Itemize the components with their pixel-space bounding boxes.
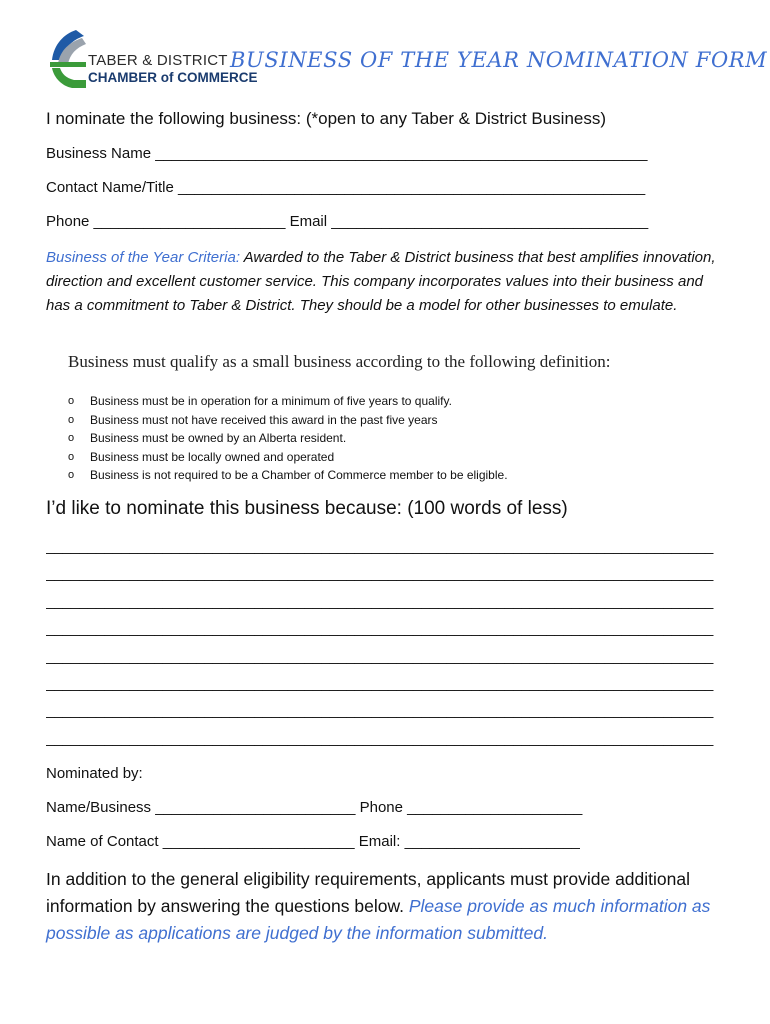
phone-email-field[interactable]: Phone _______________________ Email ______________________________________ <box>46 213 649 230</box>
reason-question: I’d like to nominate this business because: (100 words of less) <box>46 498 568 519</box>
answer-line[interactable]: ________________________________________________________________________________ <box>46 647 714 665</box>
answer-line[interactable]: ________________________________________________________________________________ <box>46 729 714 747</box>
requirements-list <box>68 392 508 485</box>
bullet-icon: o <box>68 450 75 463</box>
list-item: o Business must be owned by an Alberta resident. <box>68 431 347 446</box>
bullet-icon: o <box>68 395 75 408</box>
reason-answer-lines[interactable] <box>46 538 718 757</box>
qualification-heading: Business must qualify as a small business according to the following definition: <box>68 352 611 371</box>
answer-line[interactable]: ________________________________________________________________________________ <box>46 702 714 720</box>
answer-line[interactable]: ________________________________________________________________________________ <box>46 674 714 692</box>
org-name-line2: CHAMBER of COMMERCE <box>88 70 258 85</box>
nominated-by-heading: Nominated by: <box>46 765 143 782</box>
criteria-paragraph <box>46 246 726 318</box>
list-item: o Business must not have received this award in the past five years <box>68 412 438 427</box>
list-item: o Business is not required to be a Chamber of Commerce member to be eligible. <box>68 468 508 483</box>
closing-text: In addition to the general eligibility requirements, applicants must provide additional information by answering the questions below. <box>46 869 690 916</box>
closing-emphasis: Please provide as much information as possible as applications are judged by the information submitted. <box>46 896 711 943</box>
org-name-line1: TABER & DISTRICT <box>88 52 228 69</box>
bullet-icon: o <box>68 432 75 445</box>
answer-line[interactable]: ________________________________________________________________________________ <box>46 620 714 638</box>
list-item: o Business must be locally owned and operated <box>68 449 335 464</box>
answer-line[interactable]: ________________________________________________________________________________ <box>46 565 714 583</box>
business-name-field[interactable]: Business Name ___________________________________________________________ <box>46 145 648 162</box>
criteria-text: Awarded to the Taber & District business that best amplifies innovation, direction and excellent customer service. This company incorporates values into their business and has a commitment to Taber & District. They should be a model for other businesses to emulate. <box>46 249 716 314</box>
form-title: BUSINESS OF THE YEAR NOMINATION FORM <box>230 48 768 72</box>
bullet-icon: o <box>68 413 75 426</box>
nominee-intro: I nominate the following business: (*open to any Taber & District Business) <box>46 109 607 128</box>
criteria-label: Business of the Year Criteria: <box>46 249 240 266</box>
closing-paragraph <box>46 866 736 947</box>
contact-name-field[interactable]: Contact Name/Title ________________________________________________________ <box>46 179 646 196</box>
list-item: o Business must be in operation for a minimum of five years to qualify. <box>68 394 452 409</box>
answer-line[interactable]: ________________________________________________________________________________ <box>46 592 714 610</box>
nominator-contact-email-field[interactable]: Name of Contact _______________________ Email: _____________________ <box>46 833 580 850</box>
nominator-name-phone-field[interactable]: Name/Business ________________________ Phone _____________________ <box>46 799 583 816</box>
answer-line[interactable]: ________________________________________________________________________________ <box>46 538 714 555</box>
bullet-icon: o <box>68 469 75 482</box>
